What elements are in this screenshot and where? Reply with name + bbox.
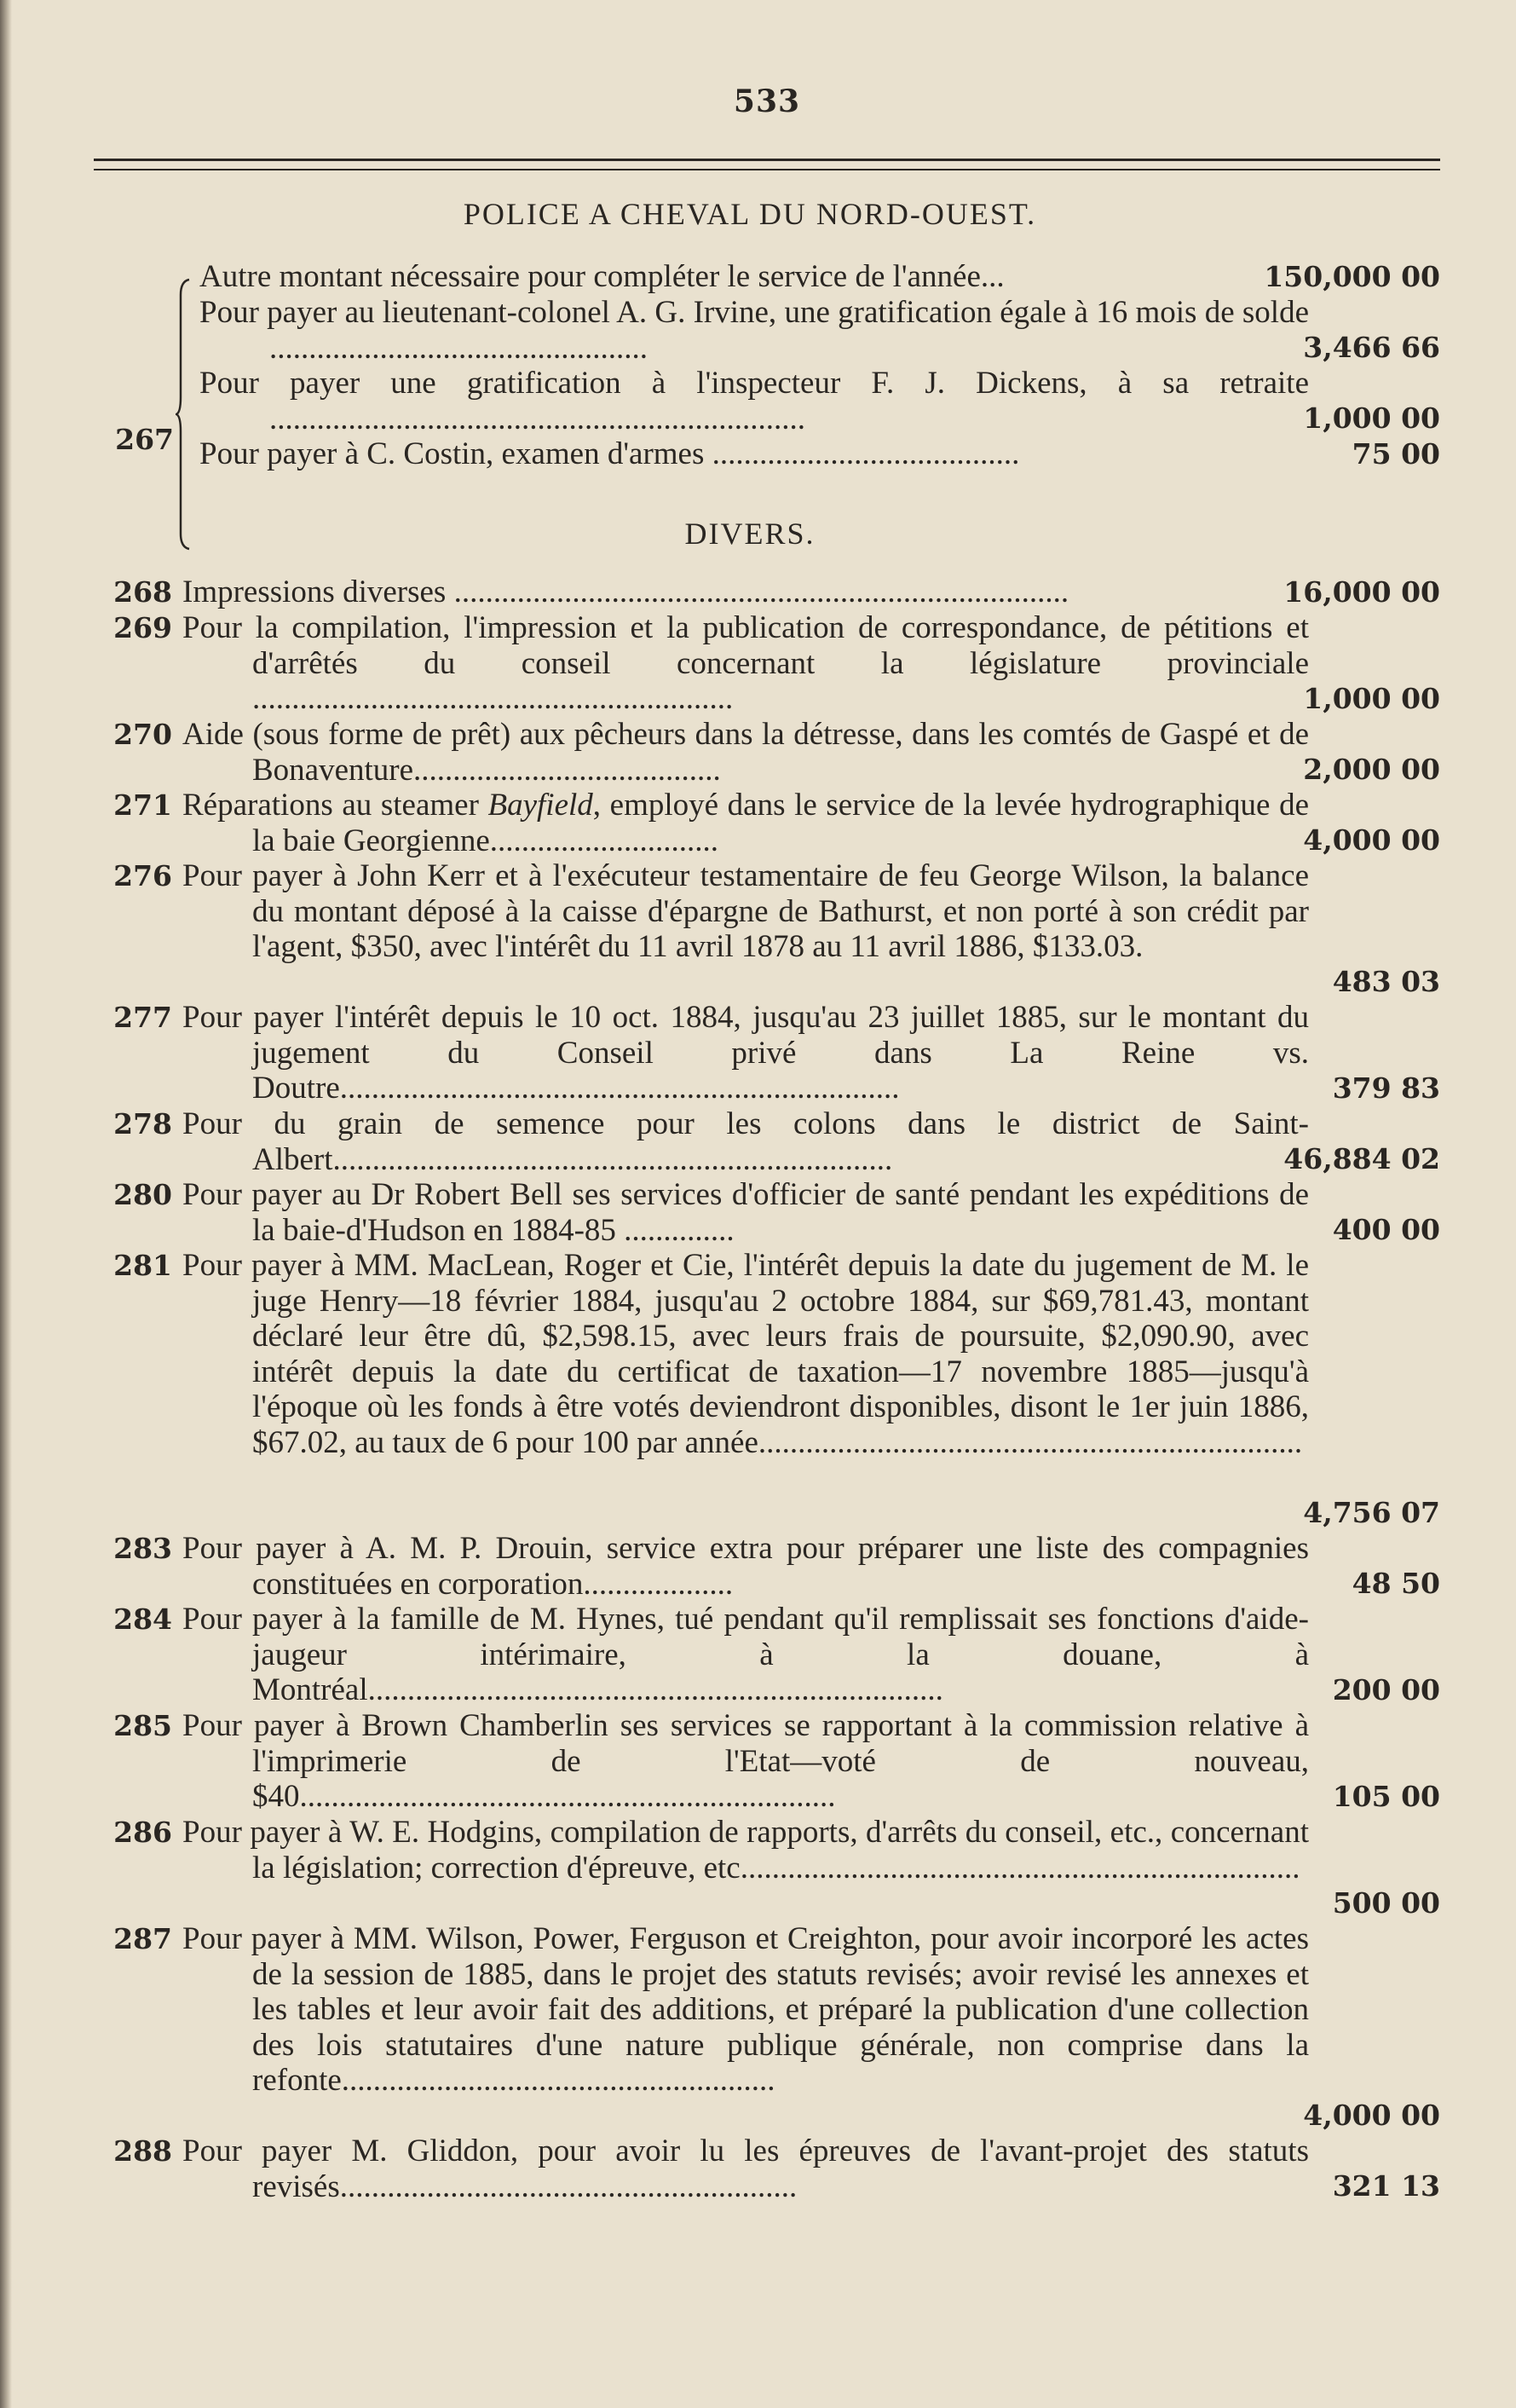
- item-number: 287: [113, 1922, 172, 1955]
- item-number: 286: [113, 1816, 172, 1849]
- item-text: Pour payer l'intérêt depuis le 10 oct. 1884, jusqu'au 23 juillet 1885, sur le montant du jugement du Conseil privé dans La Reine vs. Doutre.......................................................................: [182, 1000, 1309, 1106]
- item-amount: 46,884 02: [1283, 1142, 1440, 1175]
- vessel-name: Bayfield: [487, 788, 593, 823]
- item-amount: 4,000 00: [1303, 823, 1440, 857]
- item-text: Impressions diverses ..............................................................................: [182, 575, 1069, 609]
- item-number: 285: [113, 1709, 172, 1742]
- item-text: Pour payer à Brown Chamberlin ses services se rapportant à la commission relative à l'imprimerie de l'Etat—voté de nouveau, $40....................................................................: [182, 1708, 1309, 1814]
- item-amount: 483 03: [1332, 965, 1440, 998]
- line-text: Pour payer au lieutenant-colonel A. G. Irvine, une gratification égale à 16 mois de solde ................................................: [199, 295, 1309, 366]
- line-amount: 150,000 00: [1264, 260, 1440, 293]
- item-amount: 500 00: [1332, 1886, 1440, 1920]
- item-text: Pour la compilation, l'impression et la publication de correspondance, de pétitions et d'arrêtés du conseil concernant la législature provinciale .............................................................: [182, 610, 1309, 716]
- item-amount: 4,000 00: [1303, 2099, 1440, 2132]
- item-text-after: , employé dans le service de la levée hydrographique de la baie Georgienne.............................: [252, 788, 1309, 858]
- item-number: 278: [113, 1107, 172, 1140]
- item-number: 271: [113, 788, 172, 822]
- item-text: Pour payer à A. M. P. Drouin, service extra pour préparer une liste des compagnies constituées en corporation...................: [182, 1531, 1309, 1602]
- item-text: Aide (sous forme de prêt) aux pêcheurs dans la détresse, dans les comtés de Gaspé et de Bonaventure.......................................: [182, 717, 1309, 788]
- item-amount: 105 00: [1332, 1780, 1440, 1813]
- item-number-267: 267: [115, 423, 174, 456]
- item-text: Pour payer au Dr Robert Bell ses services d'officier de santé pendant les expéditions de la baie-d'Hudson en 1884-85 ..............: [182, 1177, 1309, 1248]
- item-amount: 4,756 07: [1303, 1496, 1440, 1529]
- line-text: Pour payer une gratification à l'inspecteur F. J. Dickens, à sa retraite ....................................................................: [199, 366, 1309, 436]
- line-amount: 1,000 00: [1303, 401, 1440, 435]
- item-amount: 379 83: [1332, 1071, 1440, 1105]
- section-title-divers: DIVERS.: [684, 517, 816, 551]
- section-title-police: POLICE A CHEVAL DU NORD-OUEST.: [463, 197, 1037, 231]
- item-text: Pour payer à John Kerr et à l'exécuteur testamentaire de feu George Wilson, la balance du montant déposé à la caisse d'épargne de Bathurst, et non porté à son crédit par l'agent, $350, avec l'intérêt du 11 avril 1878 au 11 avril 1886, $133.03.: [182, 858, 1309, 964]
- item-number: 283: [113, 1532, 172, 1565]
- item-number: 280: [113, 1178, 172, 1211]
- item-text: Pour payer à la famille de M. Hynes, tué pendant qu'il remplissait ses fonctions d'aide-jaugeur intérimaire, à la douane, à Montréal.........................................................................: [182, 1602, 1309, 1707]
- item-text: Pour payer à W. E. Hodgins, compilation de rapports, d'arrêts du conseil, etc., concernant la législation; correction d'épreuve, etc.......................................................................: [182, 1815, 1309, 1885]
- header-rule: [94, 159, 1440, 170]
- item-amount: 2,000 00: [1303, 753, 1440, 786]
- line-text: Pour payer à C. Costin, examen d'armes .......................................: [199, 436, 1020, 471]
- brace-267: [176, 278, 191, 551]
- item-text: [182, 788, 1309, 858]
- line-amount: 3,466 66: [1303, 331, 1440, 364]
- item-text: Pour payer à MM. MacLean, Roger et Cie, l'intérêt depuis la date du jugement de M. le juge Henry—18 février 1884, jusqu'au 2 octobre 1884, sur $69,781.43, montant déclaré leur être dû, $2,598.15, avec leurs frais de poursuite, $2,090.90, avec intérêt depuis la date du certificat de taxation—17 novembre 1885—jusqu'à l'époque où les fonds à être votés deviendront disponibles, disont le 1er juin 1886, $67.02, au taux de 6 pour 100 par année.....................................................................: [182, 1248, 1309, 1460]
- item-text-before: Réparations au steamer: [182, 788, 488, 823]
- item-number: 284: [113, 1602, 172, 1636]
- line-text: Autre montant nécessaire pour compléter le service de l'année...: [199, 259, 1005, 294]
- page-number: 533: [733, 84, 801, 119]
- item-number: 281: [113, 1249, 172, 1282]
- item-amount: 400 00: [1332, 1213, 1440, 1246]
- item-amount: 321 13: [1332, 2169, 1440, 2203]
- item-amount: 200 00: [1332, 1673, 1440, 1706]
- item-number: 270: [113, 718, 172, 751]
- line-amount: 75 00: [1352, 437, 1440, 471]
- item-number: 269: [113, 611, 172, 644]
- item-text: Pour payer M. Gliddon, pour avoir lu les épreuves de l'avant-projet des statuts revisés..........................................................: [182, 2134, 1309, 2204]
- item-amount: 48 50: [1352, 1567, 1440, 1600]
- page-edge: [0, 0, 12, 2408]
- item-number: 268: [113, 575, 172, 609]
- item-number: 288: [113, 2134, 172, 2168]
- item-number: 276: [113, 859, 172, 892]
- item-amount: 1,000 00: [1303, 682, 1440, 715]
- item-amount: 16,000 00: [1283, 575, 1440, 609]
- item-text: Pour du grain de semence pour les colons dans le district de Saint-Albert.......................................................................: [182, 1106, 1309, 1177]
- item-number: 277: [113, 1001, 172, 1034]
- item-text: Pour payer à MM. Wilson, Power, Ferguson et Creighton, pour avoir incorporé les actes de la session de 1885, dans le projet des statuts revisés; avoir revisé les annexes et les tables et leur avoir fait des additions, et préparé la publication d'une collection des lois statutaires d'une nature publique générale, non comprise dans la refonte.......................................................: [182, 1921, 1309, 2098]
